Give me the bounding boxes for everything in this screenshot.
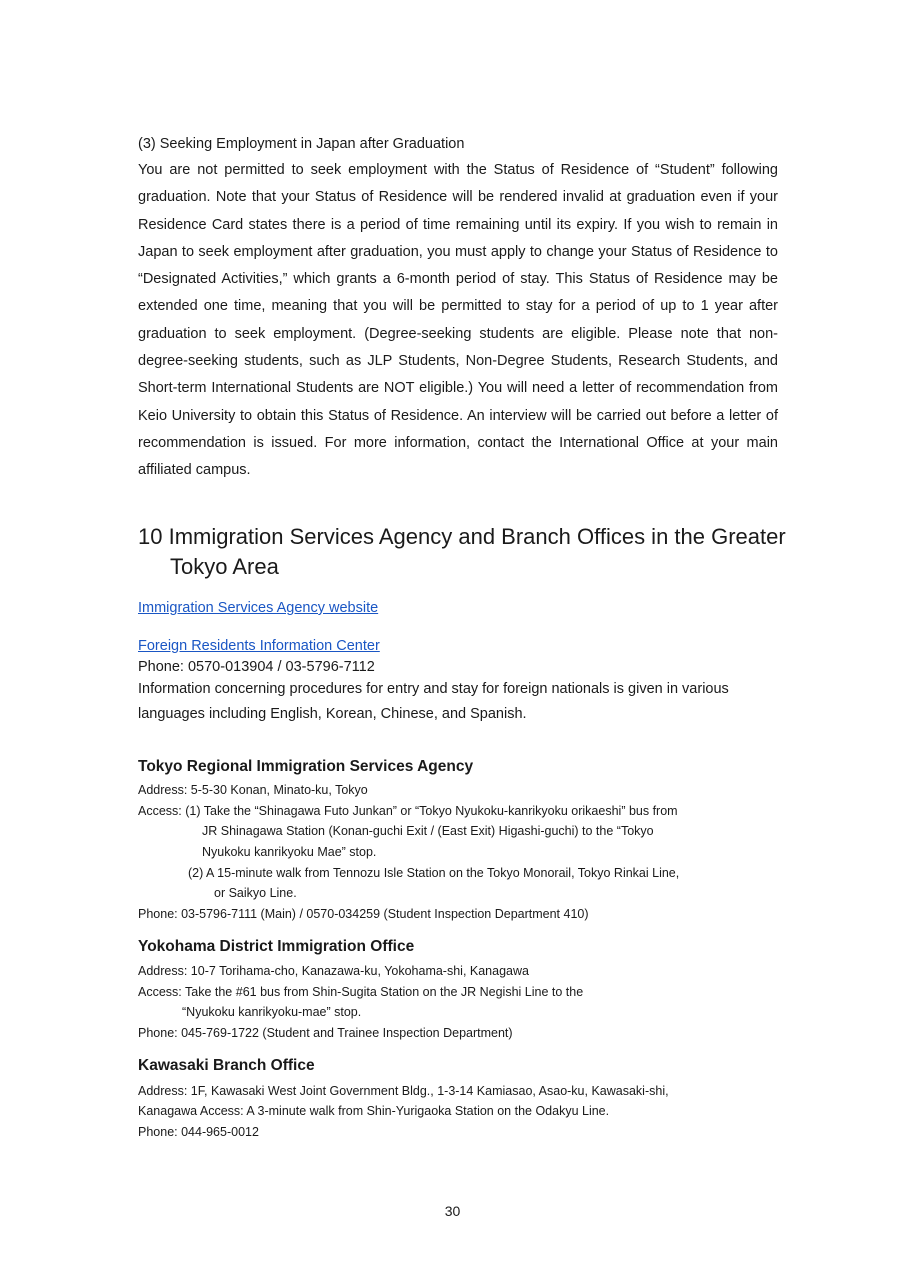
yokohama-office-title: Yokohama District Immigration Office [138, 938, 415, 955]
kawasaki-office-title: Kawasaki Branch Office [138, 1057, 315, 1074]
employment-subheading: (3) Seeking Employment in Japan after Graduation [138, 136, 465, 152]
tokyo-access-1a: Access: (1) Take the “Shinagawa Futo Junkan” or “Tokyo Nyukoku-kanrikyoku orikaeshi” bus from [138, 804, 678, 818]
immigration-agency-link[interactable]: Immigration Services Agency website [138, 600, 379, 616]
tokyo-access-2a: (2) A 15-minute walk from Tennozu Isle Station on the Tokyo Monorail, Tokyo Rinkai Line, [188, 866, 680, 880]
tokyo-access-2b: or Saikyo Line. [214, 886, 297, 900]
kawasaki-address-a: Address: 1F, Kawasaki West Joint Government Bldg., 1-3-14 Kamiasao, Asao-ku, Kawasaki-shi, [138, 1084, 669, 1098]
employment-paragraph: You are not permitted to seek employment with the Status of Residence of “Student” following graduation. Note that your Status of Residence will be rendered invalid at graduation even if your Residence Card states there is a period of time remaining until its expiry. If you wish to remain in Japan to seek employment after graduation, you must apply to change your Status of Residence to “Designated Activities,” which grants a 6-month period of stay. This Status of Residence may be extended one time, meaning that you will be permitted to stay for a period of up to 1 year after graduation to seek employment. (Degree-seeking students are eligible. Please note that non-degree-seeking students, such as JLP Students, Non-Degree Students, Research Students, and Short-term International Students are NOT eligible.) You will need a letter of recommendation from Keio University to obtain this Status of Residence. An interview will be carried out before a letter of recommendation is issued. For more information, contact the International Office at your main affiliated campus. [138, 162, 778, 479]
kawasaki-phone: Phone: 044-965-0012 [138, 1125, 259, 1139]
kawasaki-address-b: Kanagawa Access: A 3-minute walk from Shin-Yurigaoka Station on the Odakyu Line. [138, 1104, 610, 1118]
page-number: 30 [444, 1203, 461, 1219]
document-page [138, 0, 786, 1280]
yokohama-access-b: “Nyukoku kanrikyoku-mae” stop. [182, 1005, 362, 1019]
frc-info: Information concerning procedures for entry and stay for foreign nationals is given in various languages including English, Korean, Chinese, and Spanish. [138, 681, 729, 722]
yokohama-access-a: Access: Take the #61 bus from Shin-Sugita Station on the JR Negishi Line to the [138, 985, 584, 999]
tokyo-address: Address: 5-5-30 Konan, Minato-ku, Tokyo [138, 783, 368, 797]
yokohama-phone: Phone: 045-769-1722 (Student and Trainee Inspection Department) [138, 1026, 513, 1040]
tokyo-access-1c: Nyukoku kanrikyoku Mae” stop. [202, 845, 377, 859]
foreign-residents-center-link[interactable]: Foreign Residents Information Center [138, 638, 380, 654]
frc-phone: Phone: 0570-013904 / 03-5796-7112 [138, 659, 375, 675]
section-heading: 10 Immigration Services Agency and Branch Offices in the Greater Tokyo Area [138, 524, 786, 579]
tokyo-phone: Phone: 03-5796-7111 (Main) / 0570-034259 (Student Inspection Department 410) [138, 907, 589, 921]
yokohama-address: Address: 10-7 Torihama-cho, Kanazawa-ku, Yokohama-shi, Kanagawa [138, 964, 529, 978]
tokyo-access-1b: JR Shinagawa Station (Konan-guchi Exit / (East Exit) Higashi-guchi) to the “Tokyo [202, 824, 654, 838]
tokyo-office-title: Tokyo Regional Immigration Services Agency [138, 758, 474, 775]
